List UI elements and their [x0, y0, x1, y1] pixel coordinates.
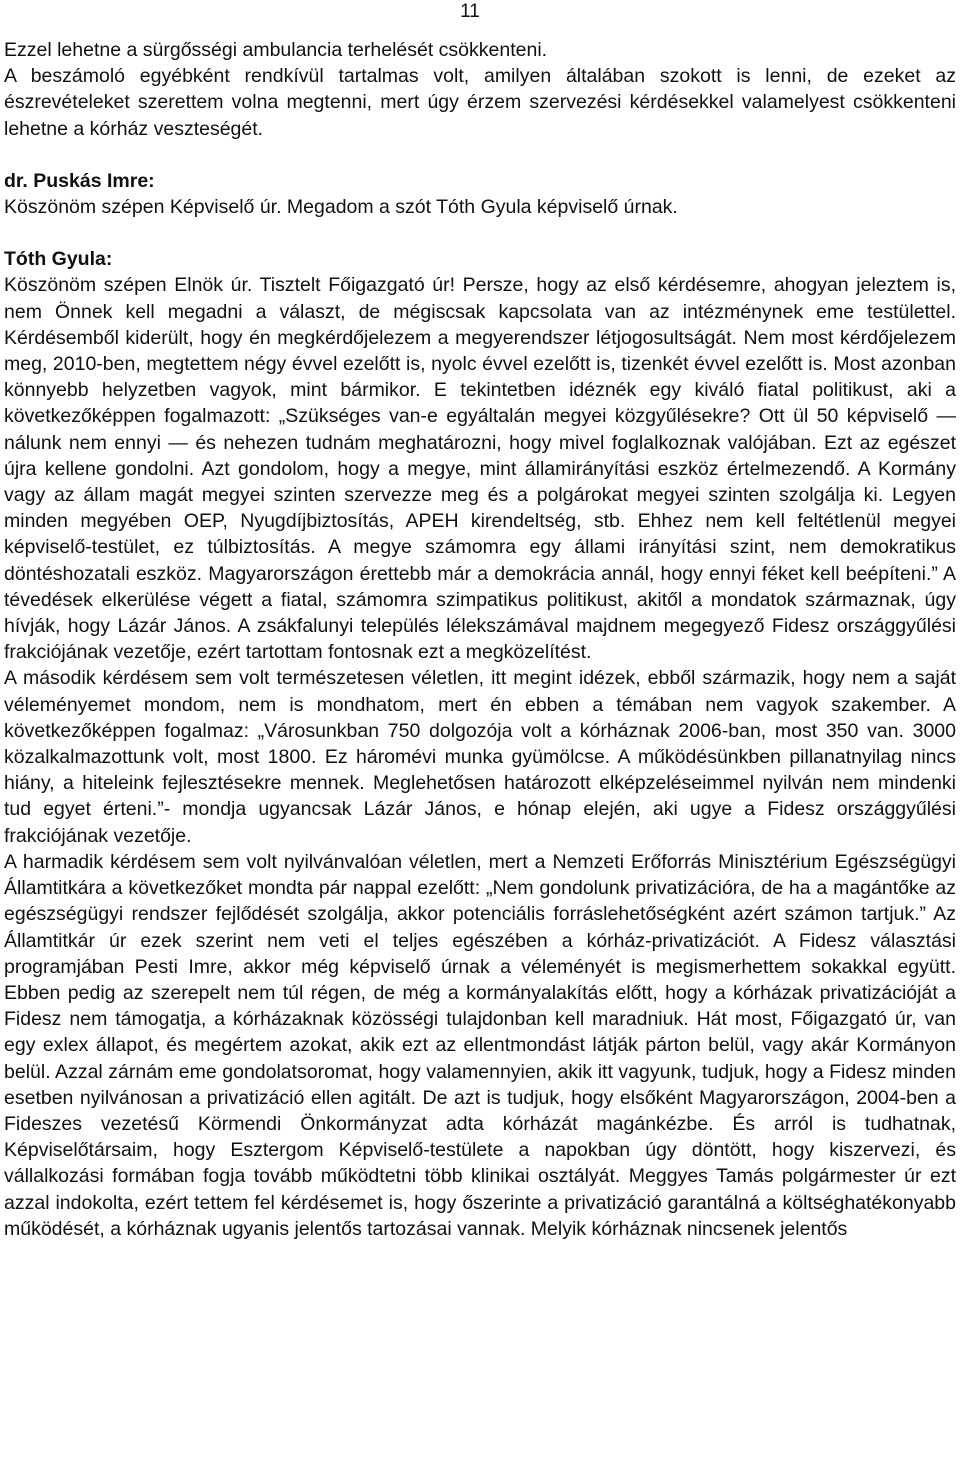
page-number: 11 [460, 1, 480, 22]
document-body [4, 37, 956, 1242]
speaker-statement: A második kérdésem sem volt természetesen véletlen, itt megint idézek, ebből származik, hogy nem a saját véleményemet mondom, nem is mondhatom, mert én ebben a témában nem vagyok szakember. A következőképpen fogalmaz: „Városunkban 750 dolgozója volt a kórháznak 2006-ban, most 350 van. 3000 közalkalmazottunk volt, most 1800. Ez háromévi munka gyümölcse. A működésünkben pillanatnyilag nincs hiány, a hiteleink fejlesztésekre mennek. Meglehetősen határozott elképzeléseimmel nyilván nem mindenki tud egyet érteni.”- mondja ugyancsak Lázár János, e hónap elején, aki ugye a Fidesz országgyűlési frakciójának vezetője. [4, 667, 956, 847]
speaker-statement: Köszönöm szépen Képviselő úr. Megadom a szót Tóth Gyula képviselő úrnak. [4, 196, 678, 219]
speaker-statement: Köszönöm szépen Elnök úr. Tisztelt Főigazgató úr! Persze, hogy az első kérdésemre, ahogyan jeleztem is, nem Önnek kell megadni a választ, de mégiscsak kapcsolata van az intézménynek eme testülettel. Kérdésemből kiderült, hogy én megkérdőjelezem a megyerendszer létjogosultságát. Nem most kérdőjelezem meg, 2010-ben, megtettem négy évvel ezelőtt is, nyolc évvel ezelőtt is, tizenkét évvel ezelőtt is. Most azonban könnyebb helyzetben vagyok, mint bármikor. E tekintetben idéznék egy kiváló fiatal politikust, aki a következőképpen fogalmazott: „Szükséges van-e egyáltalán megyei közgyűlésekre? Ott ül 50 képviselő — nálunk nem ennyi — és nehezen tudnám meghatározni, hogy mivel foglalkoznak valójában. Ezt az egészet újra kellene gondolni. Azt gondolom, hogy a megye, mint államirányítási eszköz értelmezendő. A Kormány vagy az állam magát megyei szinten szervezze meg és a polgárokat megyei szinten szolgálja ki. Legyen minden megyében OEP, Nyugdíjbiztosítás, APEH kirendeltség, stb. Ehhez nem kell feltétlenül megyei képviselő-testület, ez túlbiztosítás. A megye számomra egy állami irányítási szint, nem demokratikus döntéshozatali eszköz. Magyarországon érettebb már a demokrácia annál, hogy ennyi féket kell beépíteni.” A tévedések elkerülése végett a fiatal, számomra szimpatikus politikust, akitől a mondatok származnak, úgy hívják, hogy Lázár János. A zsákfalunyi település lélekszámával majdnem megegyező Fidesz országgyűlési frakciójának vezetője, ezért tartottam fontosnak ezt a megközelítést. [4, 274, 956, 664]
speaker-statement: A harmadik kérdésem sem volt nyilvánvalóan véletlen, mert a Nemzeti Erőforrás Minisztérium Egészségügyi Államtitkára a következőket mondta pár nappal ezelőtt: „Nem gondolunk privatizációra, de ha a magántőke az egészségügyi rendszer fejlődését szolgálja, akkor potenciális forráslehetőségként azért számon tartjuk.” Az Államtitkár úr ezek szerint nem veti el teljes egészében a kórház-privatizációt. A Fidesz választási programjában Pesti Imre, akkor még képviselő úrnak a véleményét is megismerhettem sokakkal együtt. Ebben pedig az szerepelt nem túl régen, de még a kormányalakítás előtt, hogy a kórházak privatizációját a Fidesz nem támogatja, a kórházaknak közösségi tulajdonban kell maradniuk. Hát most, Főigazgató úr, van egy exlex állapot, és megértem azokat, akik ezt az ellentmondást látják párton belül, vagy akár Kormányon belül. Azzal zárnám eme gondolatsoromat, hogy valamennyien, akik itt vagyunk, tudjuk, hogy a Fidesz minden esetben nyilvánosan a privatizáció ellen agitált. De azt is tudjuk, hogy elsőként Magyarországon, 2004-ben a Fideszes vezetésű Körmendi Önkormányzat adta kórházát magánkézbe. És arról is tudhatnak, Képviselőtársaim, hogy Esztergom Képviselő-testülete a napokban úgy döntött, hogy kiszervezi, és vállalkozási formában fogja tovább működtetni több klinikai osztályát. Meggyes Tamás polgármester úr ezt azzal indokolta, ezért tettem fel kérdésemet is, hogy őszerinte a privatizáció garantálná a költséghatékonyabb működését, a kórháznak ugyanis jelentős tartozásai vannak. Melyik kórháznak nincsenek jelentős [4, 850, 956, 1240]
paragraph: A beszámoló egyébként rendkívül tartalmas volt, amilyen általában szokott is lenni, de ezeket az észrevételeket szerettem volna megtenni, mert úgy érzem szervezési kérdésekkel valamelyest csökkenteni lehetne a kórház veszteségét. [4, 65, 956, 140]
paragraph: Ezzel lehetne a sürgősségi ambulancia terhelését csökkenteni. [4, 39, 548, 61]
speaker-name: Tóth Gyula: [4, 248, 113, 271]
speaker-name: dr. Puskás Imre: [4, 169, 155, 192]
